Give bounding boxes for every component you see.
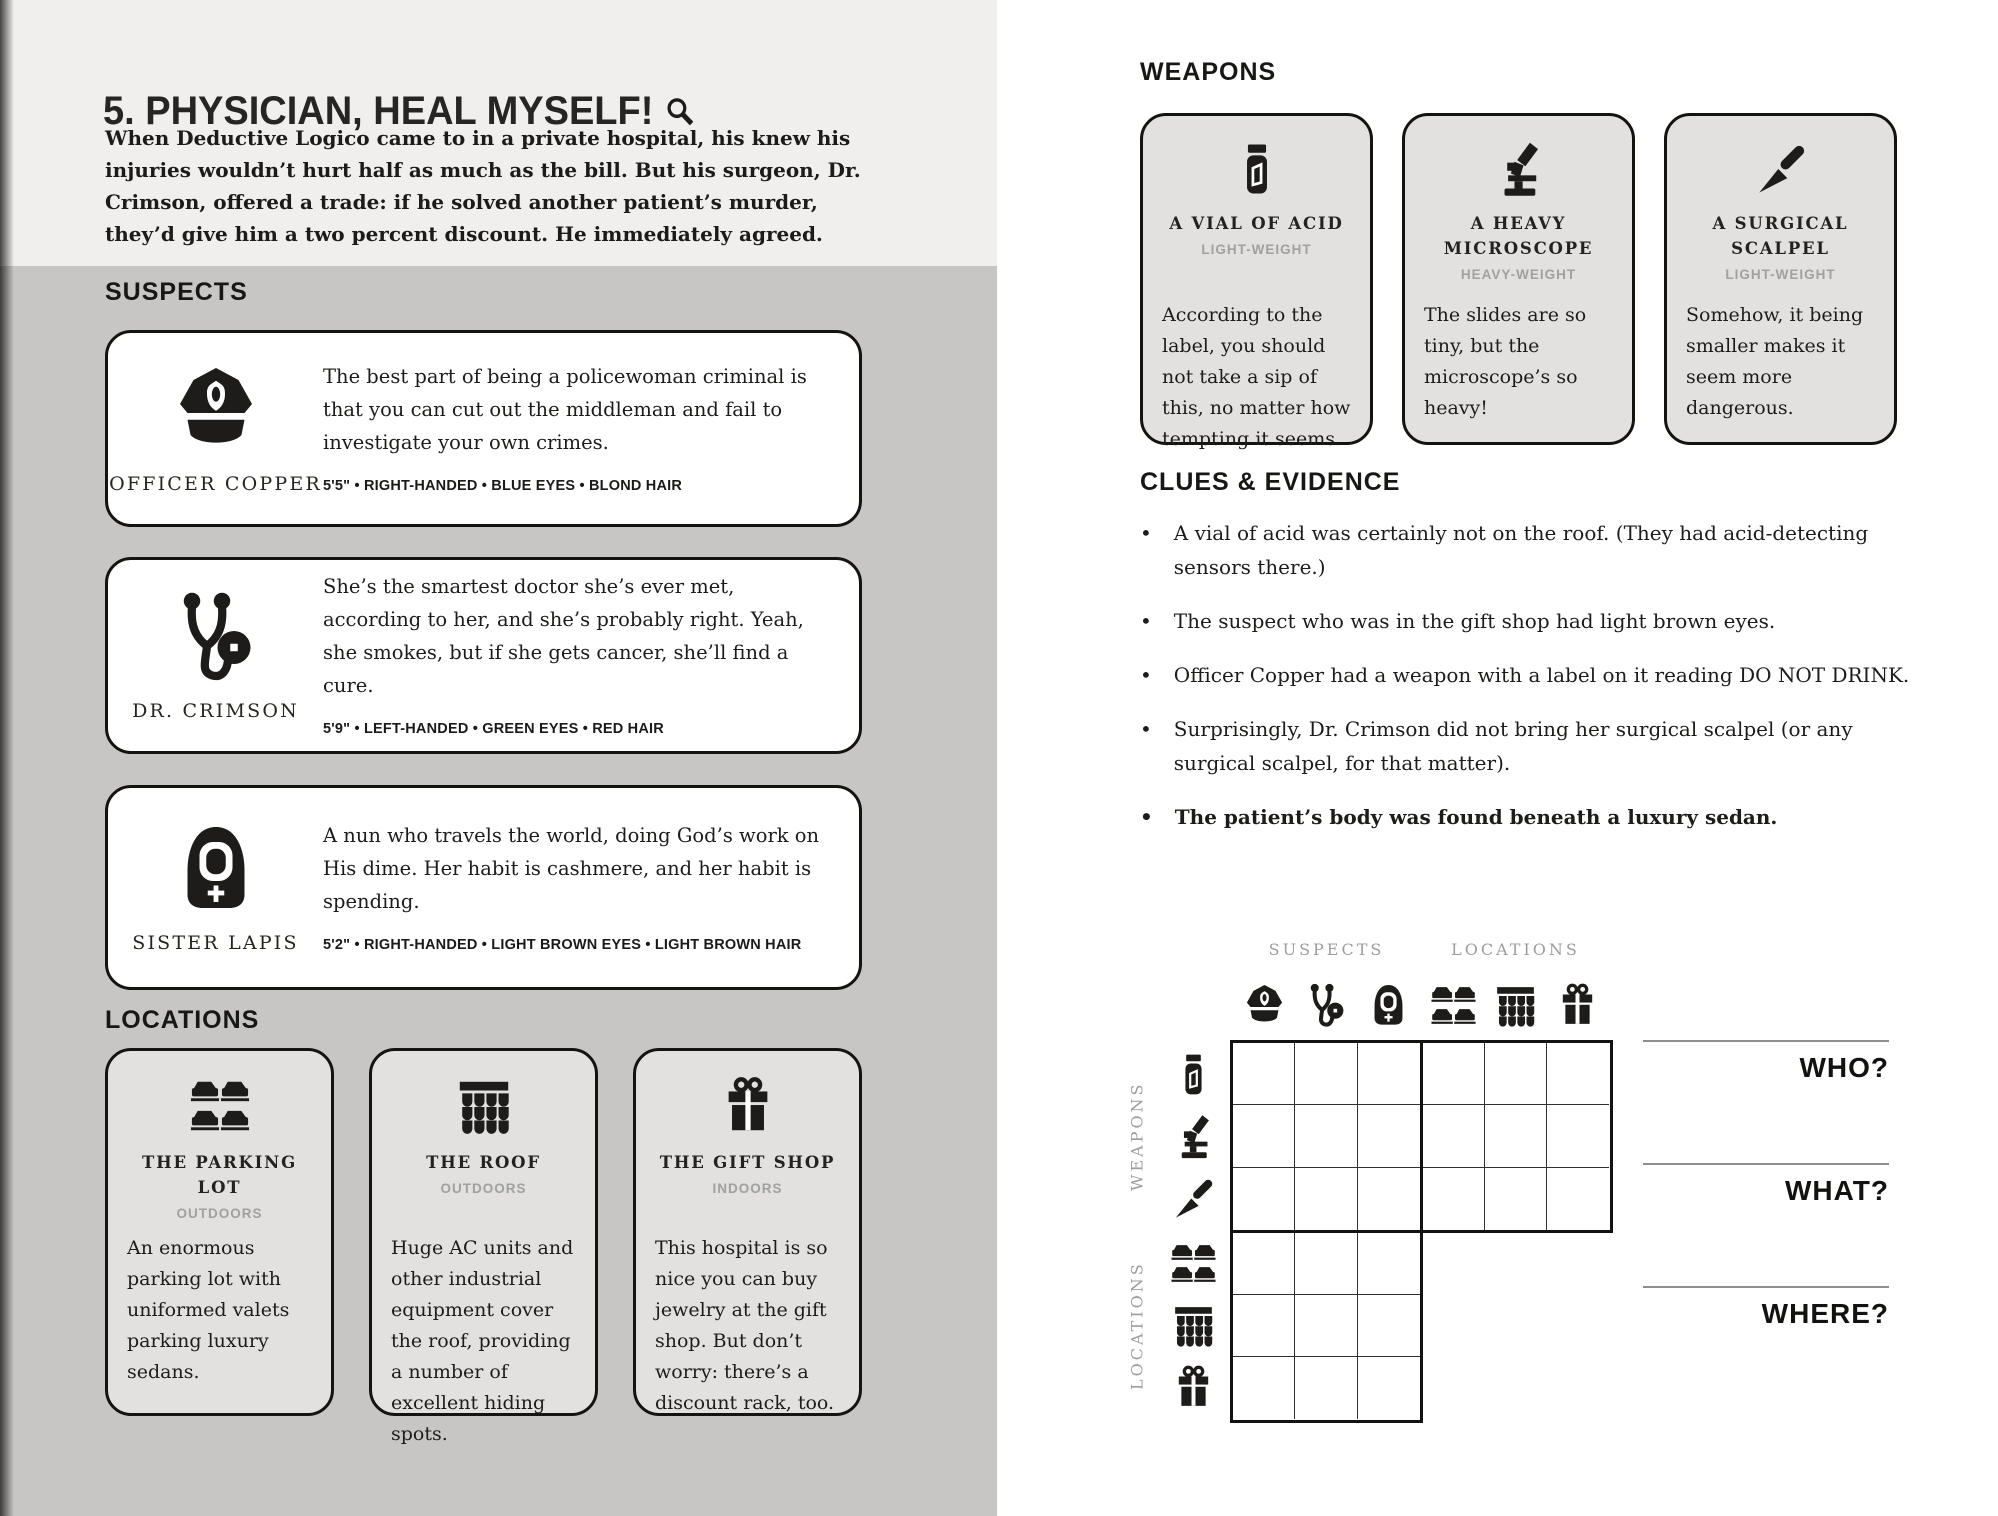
grid-row-group-locations: LOCATIONS <box>1127 1261 1147 1390</box>
nun-icon <box>1365 982 1412 1029</box>
weapon-card <box>1402 113 1635 445</box>
locations-heading: LOCATIONS <box>105 1006 260 1034</box>
clue-item: • Officer Copper had a weapon with a label on it reading DO NOT DRINK. <box>1140 658 1918 692</box>
weapons-heading: WEAPONS <box>1140 58 1277 86</box>
gift-icon <box>1170 1364 1217 1411</box>
page-gutter-shadow <box>0 0 14 1516</box>
grid-cell[interactable] <box>1547 1043 1609 1105</box>
grid-cell[interactable] <box>1233 1357 1295 1419</box>
weapon-name: A VIAL OF ACID <box>1169 214 1344 233</box>
suspect-description: A nun who travels the world, doing God’s work on His dime. Her habit is cashmere, and her habit is spending. <box>323 823 820 913</box>
grid-cell[interactable] <box>1295 1295 1357 1357</box>
grid-block-locations-suspects <box>1230 1230 1423 1423</box>
grid-cell[interactable] <box>1485 1105 1547 1167</box>
roof-icon <box>1170 1302 1217 1349</box>
grid-cell[interactable] <box>1295 1357 1357 1419</box>
suspects-heading: SUSPECTS <box>105 278 248 306</box>
grid-cell[interactable] <box>1295 1233 1357 1295</box>
bullet-icon: • <box>1140 663 1152 687</box>
grid-cell[interactable] <box>1547 1105 1609 1167</box>
suspect-name: OFFICER COPPER <box>109 473 322 495</box>
nun-icon <box>168 821 264 917</box>
clues-heading: CLUES & EVIDENCE <box>1140 468 1401 496</box>
stethoscope-icon <box>1303 982 1350 1029</box>
suspect-name: DR. CRIMSON <box>132 700 299 722</box>
grid-cell[interactable] <box>1233 1168 1295 1230</box>
grid-cell[interactable] <box>1358 1357 1420 1419</box>
bullet-icon: • <box>1140 521 1152 545</box>
police-cap-icon <box>1241 982 1288 1029</box>
grid-cell[interactable] <box>1485 1168 1547 1230</box>
parking-lot-icon <box>189 1075 251 1137</box>
grid-cell[interactable] <box>1423 1105 1485 1167</box>
grid-row-group-weapons: WEAPONS <box>1127 1081 1147 1192</box>
clue-item: • Surprisingly, Dr. Crimson did not bring her surgical scalpel (or any surgical scalpel, for that matter). <box>1140 712 1918 780</box>
scalpel-icon <box>1752 140 1810 198</box>
grid-cell[interactable] <box>1485 1043 1547 1105</box>
suspect-description: The best part of being a policewoman criminal is that you can cut out the middleman and fail to investigate your own crimes. <box>323 364 807 454</box>
answer-line-where[interactable] <box>1643 1286 1889 1288</box>
parking-lot-icon <box>1170 1240 1217 1287</box>
microscope-icon <box>1490 140 1548 198</box>
scalpel-icon <box>1170 1175 1217 1222</box>
location-type: INDOORS <box>712 1181 783 1196</box>
gift-icon <box>717 1075 779 1137</box>
bullet-icon: • <box>1140 717 1152 741</box>
answer-label-what: WHAT? <box>1785 1175 1889 1206</box>
clue-item: • A vial of acid was certainly not on the roof. (They had acid-detecting sensors there.) <box>1140 516 1918 584</box>
clue-item: • The suspect who was in the gift shop had light brown eyes. <box>1140 604 1918 638</box>
suspect-card <box>105 557 862 754</box>
microscope-icon <box>1170 1113 1217 1160</box>
intro-paragraph: When Deductive Logico came to in a private hospital, his knew his injuries wouldn’t hurt half as much as the bill. But his surgeon, Dr. Crimson, offered a trade: if he solved another patient’s murder, they’d give him a two percent discount. He immediately agreed. <box>105 126 861 246</box>
location-name: THE GIFT SHOP <box>659 1153 836 1172</box>
location-card <box>105 1048 334 1416</box>
suspect-attributes: 5'2" • RIGHT-HANDED • LIGHT BROWN EYES • LIGHT BROWN HAIR <box>323 936 802 953</box>
vial-icon <box>1170 1051 1217 1098</box>
roof-icon <box>1492 982 1539 1029</box>
weapon-weight: LIGHT-WEIGHT <box>1725 267 1836 282</box>
weapon-name: A HEAVY MICROSCOPE <box>1443 214 1594 258</box>
weapon-name: A SURGICAL SCALPEL <box>1712 214 1849 258</box>
grid-block-weapons-locations <box>1420 1040 1613 1233</box>
location-name: THE PARKING LOT <box>142 1153 297 1197</box>
grid-cell[interactable] <box>1358 1233 1420 1295</box>
location-description: Huge AC units and other industrial equipment cover the roof, providing a number of excellent hiding spots. <box>391 1237 574 1445</box>
weapon-card <box>1140 113 1373 450</box>
grid-block-weapons-suspects <box>1230 1040 1423 1233</box>
grid-cell[interactable] <box>1233 1233 1295 1295</box>
grid-cell[interactable] <box>1233 1295 1295 1357</box>
suspect-card <box>105 330 862 527</box>
suspect-name: SISTER LAPIS <box>132 932 299 954</box>
parking-lot-icon <box>1430 982 1477 1029</box>
bullet-icon: • <box>1140 805 1153 829</box>
answer-label-who: WHO? <box>1799 1052 1889 1083</box>
police-cap-icon <box>168 362 264 458</box>
suspect-card <box>105 785 862 990</box>
answer-line-what[interactable] <box>1643 1163 1889 1165</box>
grid-col-group-locations: LOCATIONS <box>1451 940 1580 959</box>
location-description: This hospital is so nice you can buy jewelry at the gift shop. But don’t worry: there’s a discount rack, too. <box>655 1237 835 1414</box>
weapon-description: The slides are so tiny, but the microscope’s so heavy! <box>1424 304 1587 419</box>
grid-cell[interactable] <box>1358 1168 1420 1230</box>
clue-item: • The patient’s body was found beneath a luxury sedan. <box>1140 800 1918 834</box>
answer-label-where: WHERE? <box>1761 1298 1889 1329</box>
gift-icon <box>1554 982 1601 1029</box>
location-card <box>369 1048 598 1445</box>
clues-list <box>1140 516 1918 854</box>
grid-cell[interactable] <box>1358 1043 1420 1105</box>
bullet-icon: • <box>1140 609 1152 633</box>
weapon-card <box>1664 113 1897 445</box>
location-card <box>633 1048 862 1416</box>
weapon-description: According to the label, you should not take a sip of this, no matter how tempting it seems. <box>1162 304 1351 450</box>
grid-cell[interactable] <box>1295 1105 1357 1167</box>
grid-cell[interactable] <box>1295 1168 1357 1230</box>
weapon-description: Somehow, it being smaller makes it seem more dangerous. <box>1686 304 1864 419</box>
suspect-attributes: 5'9" • LEFT-HANDED • GREEN EYES • RED HAIR <box>323 721 664 737</box>
location-name: THE ROOF <box>426 1153 541 1172</box>
stethoscope-icon <box>168 589 264 685</box>
weapon-weight: LIGHT-WEIGHT <box>1201 242 1312 257</box>
suspect-description: She’s the smartest doctor she’s ever met, according to her, and she’s probably right. Yeah, she smokes, but if she gets cancer, she’ll find a cure. <box>323 575 804 697</box>
location-type: OUTDOORS <box>440 1181 527 1196</box>
location-type: OUTDOORS <box>176 1206 263 1221</box>
weapon-weight: HEAVY-WEIGHT <box>1460 267 1577 282</box>
grid-cell[interactable] <box>1233 1043 1295 1105</box>
suspect-attributes: 5'5" • RIGHT-HANDED • BLUE EYES • BLOND HAIR <box>323 477 683 494</box>
roof-icon <box>453 1075 515 1137</box>
grid-cell[interactable] <box>1233 1105 1295 1167</box>
grid-cell[interactable] <box>1358 1105 1420 1167</box>
grid-cell[interactable] <box>1547 1168 1609 1230</box>
location-description: An enormous parking lot with uniformed valets parking luxury sedans. <box>127 1237 290 1383</box>
grid-cell[interactable] <box>1423 1043 1485 1105</box>
grid-cell[interactable] <box>1295 1043 1357 1105</box>
grid-cell[interactable] <box>1358 1295 1420 1357</box>
answer-line-who[interactable] <box>1643 1040 1889 1042</box>
vial-icon <box>1228 140 1286 198</box>
grid-cell[interactable] <box>1423 1168 1485 1230</box>
page-title-text: 5. PHYSICIAN, HEAL MYSELF! <box>103 88 654 133</box>
grid-col-group-suspects: SUSPECTS <box>1268 940 1385 959</box>
